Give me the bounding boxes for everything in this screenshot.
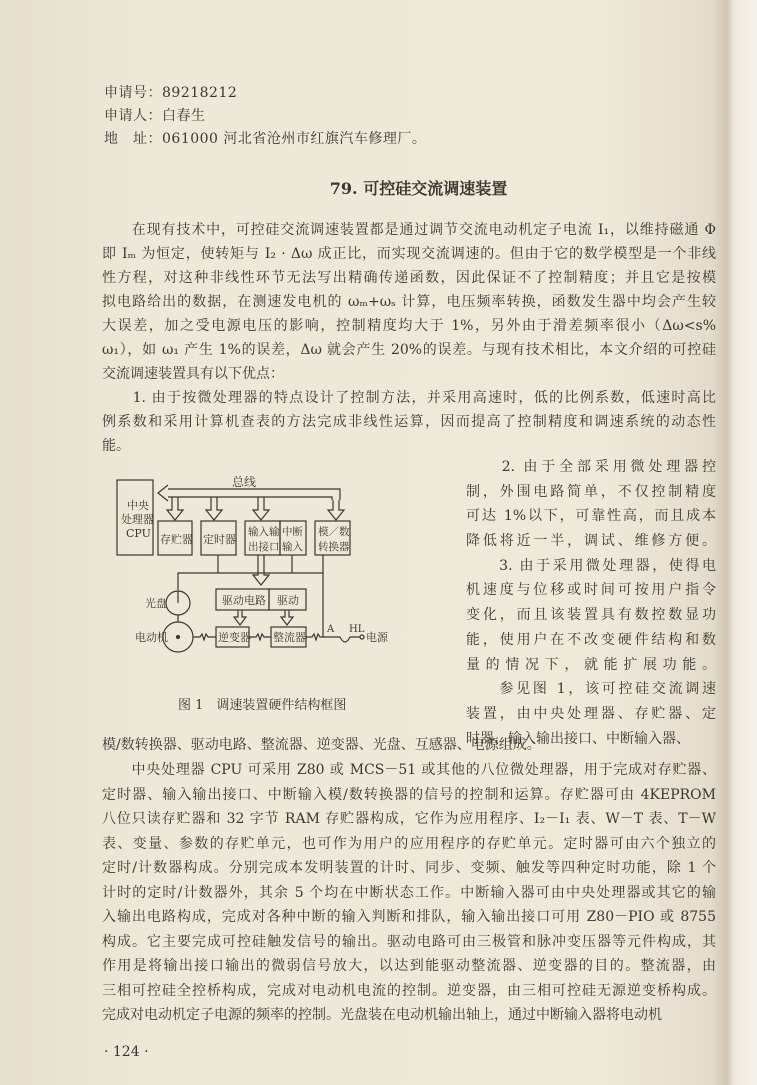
text-line: 时器、输入输出接口、中断输入器、 bbox=[466, 730, 690, 747]
text-line: 可达 1%以下，可靠性高，而且成本 bbox=[466, 508, 716, 525]
text-line: 变化，而且该装置具有数控数显功 bbox=[466, 607, 716, 624]
inverter-label: 逆变器 bbox=[218, 631, 251, 644]
page-number: · 124 · bbox=[104, 1044, 149, 1060]
application-number: 申请号：89218212 bbox=[104, 85, 238, 101]
text-line: 作用是将输出接口输出的微弱信号放大，以达到能驱动整流器、逆变器的目的。整流器，由 bbox=[102, 958, 716, 974]
text-line: 大误差，加之受电源电压的影响，控制精度均大于 1%，另外由于滑差频率很小（Δω<s% bbox=[102, 318, 716, 334]
drive-circuit-label: 驱动电路 bbox=[222, 594, 266, 607]
bus-label: 总线 bbox=[232, 475, 257, 489]
ammeter-label: A bbox=[327, 624, 335, 635]
text-line: 构成。它主要完成可控硅触发信号的输出。驱动电路可由三极管和脉冲变压器等元件构成，其 bbox=[102, 933, 716, 950]
text-line: 1. 由于按微处理器的特点设计了控制方法，并采用高速时，低的比例系数，低速时高比 bbox=[102, 390, 716, 406]
optical-disc bbox=[145, 591, 190, 615]
figure-caption: 图 1 调速装置硬件结构框图 bbox=[178, 698, 347, 713]
text-line: 降低将近一半，调试、维修方便。 bbox=[466, 533, 716, 550]
io-port-box bbox=[245, 497, 280, 555]
power-label: 电源 bbox=[366, 631, 388, 644]
io-port-label-1: 输入输 bbox=[248, 526, 280, 538]
text-line: 入输出电路构成，完成对各种中断的输入判断和排队，输入输出接口可用 Z80－PIO 或 8755 bbox=[102, 909, 716, 925]
lamp-label: HL bbox=[349, 624, 365, 635]
text-line: 中央处理器 CPU 可采用 Z80 或 MCS－51 或其他的八位微处理器，用于完成对存贮器、 bbox=[102, 762, 716, 778]
rectifier-box bbox=[271, 627, 306, 647]
address: 地 址：061000 河北省沧州市红旗汽车修理厂。 bbox=[104, 131, 427, 147]
text-line: 能，使用户在不改变硬件结构和数 bbox=[466, 631, 716, 648]
text-line: 完成对电动机定子电源的频率的控制。光盘装在电动机输出轴上，通过中断输入器将电动机 bbox=[102, 1007, 662, 1023]
text-line: 计时的定时/计数器外，其余 5 个均在中断状态工作。中断输入器可由中央处理器或其它的输 bbox=[102, 884, 716, 901]
text-line: 性方程，对这种非线性环节无法写出精确传递函数，因此保证不了控制精度；并且它是按模 bbox=[102, 270, 716, 286]
text-line: 三相可控硅全控桥构成，完成对电动机电流的控制。逆变器，由三相可控硅无源逆变桥构成。 bbox=[102, 982, 716, 999]
text-line: 八位只读存贮器和 32 字节 RAM 存贮器构成，它作为应用程序、I₂－I₁ 表、W－T 表、T－W bbox=[102, 811, 716, 827]
text-line: 装置，由中央处理器、存贮器、定 bbox=[466, 705, 716, 722]
optical-disc-label: 光盘 bbox=[145, 597, 167, 610]
text-line: 模/数转换器、驱动电路、整流器、逆变器、光盘、互感器、电源组成。 bbox=[102, 737, 541, 753]
adc-label-1: 模／数 bbox=[318, 526, 350, 538]
cpu-label-3: CPU bbox=[126, 527, 151, 540]
text-line: 交流调速装置具有以下优点： bbox=[102, 366, 284, 382]
cpu-box bbox=[117, 480, 154, 555]
text-line: 定时器、输入输出接口、中断输入模/数转换器的信号的控制和运算。存贮器可由 4KEPROM bbox=[102, 786, 716, 803]
article-title: 79. 可控硅交流调速装置 bbox=[329, 179, 508, 198]
text-line: 3. 由于采用微处理器，使得电 bbox=[466, 557, 716, 574]
text-line: 2. 由于全部采用微处理器控 bbox=[466, 459, 716, 475]
text-line: 定时/计数器构成。分别完成本发明装置的计时、同步、变频、触发等四种定时功能，除 1 个 bbox=[102, 860, 716, 876]
memory-label: 存贮器 bbox=[160, 533, 193, 546]
adc-box bbox=[315, 500, 350, 555]
timer-box bbox=[201, 497, 236, 555]
text-line: 量的情况下，就能扩展功能。 bbox=[466, 656, 716, 673]
text-line: 拟电路给出的数据，在测速发电机的 ωₘ+ωₛ 计算，电压频率转换，函数发生器中均会产生较 bbox=[102, 294, 716, 310]
text-line: 制，外围电路简单，不仅控制精度 bbox=[466, 483, 716, 500]
interrupt-input-box bbox=[280, 521, 306, 555]
interrupt-label-1: 中断 bbox=[282, 526, 303, 538]
text-line: 能。 bbox=[102, 438, 130, 454]
adc-label-2: 转换器 bbox=[318, 541, 350, 553]
interrupt-label-2: 输入 bbox=[282, 541, 303, 553]
text-line: 在现有技术中，可控硅交流调速装置都是通过调节交流电动机定子电流 I₁，以维持磁通 Φ bbox=[102, 222, 716, 238]
text-line: 表、变量、参数的存贮单元，也可作为用户的应用程序的存贮单元。定时器可由六个独立的 bbox=[102, 835, 716, 852]
motor-label: 电动机 bbox=[135, 631, 168, 644]
drive-label: 驱动 bbox=[277, 594, 299, 607]
timer-label: 定时器 bbox=[203, 533, 236, 546]
rectifier-label: 整流器 bbox=[273, 631, 306, 644]
cpu-label-2: 处理器 bbox=[121, 513, 154, 526]
applicant: 申请人：白春生 bbox=[104, 108, 206, 124]
drive-circuit-box bbox=[216, 589, 269, 610]
text-line: 即 Iₘ 为恒定，使转矩与 I₂ · Δω 成正比，而实现交流调速的。但由于它的数学模型是一个非线 bbox=[102, 246, 716, 262]
memory-box bbox=[158, 497, 193, 555]
io-port-label-2: 出接口 bbox=[248, 541, 280, 553]
text-line: 机速度与位移或时间可按用户指令 bbox=[466, 582, 716, 599]
text-line: 参见图 1，该可控硅交流调速 bbox=[466, 681, 716, 698]
inverter-box bbox=[216, 627, 251, 647]
cpu-label-1: 中央 bbox=[127, 499, 149, 512]
motor bbox=[135, 615, 193, 652]
drive-box bbox=[269, 589, 306, 610]
text-line: 例系数和采用计算机查表的方法完成非线性运算，因而提高了控制精度和调速系统的动态性 bbox=[102, 414, 716, 430]
text-line: ω₁），如 ω₁ 产生 1%的误差，Δω 就会产生 20%的误差。与现有技术相比，本文介绍的可控硅 bbox=[102, 342, 716, 358]
